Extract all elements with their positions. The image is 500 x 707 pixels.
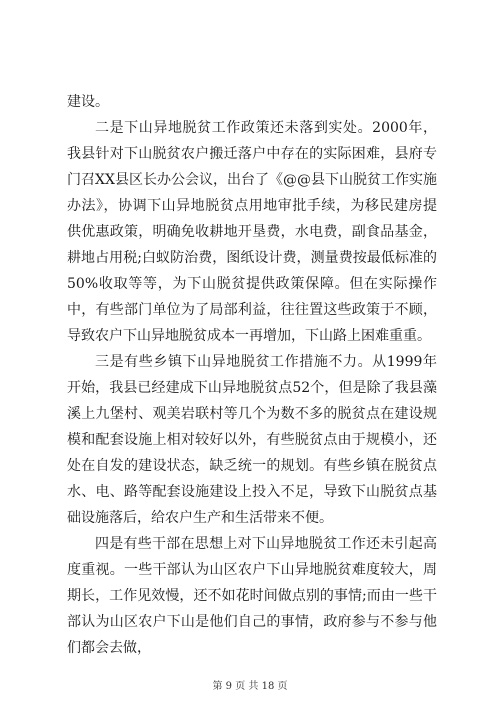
paragraph-continuation: 建设。 [67, 94, 109, 110]
page-footer: 第 9 页 共 18 页 [212, 681, 288, 692]
paragraph-township-measures: 三是有些乡镇下山异地脱贫工作措施不力。从1999年开始，我县已经建成下山异地脱贫点52个，但是除了我县藻溪上九堡村、观美岩联村等几个为数不多的脱贫点在建设规模和配套设施上相对较好以外，有些脱贫点由于规模小，还处在自发的建设状态，缺乏统一的规划。有些乡镇在脱贫点水、电、路等配套设施建设上投入不足，导致下山脱贫点基础设施落后，给农户生产和生活带来不便。 [67, 354, 437, 526]
paragraph-cadre-attitude: 四是有些干部在思想上对下山异地脱贫工作还未引起高度重视。一些干部认为山区农户下山异地脱贫难度较大，周期长，工作见效慢，还不如花时间做点别的事情;而由一些干部认为山区农户下山是他们自己的事情，政府参与不参与他们都会去做， [67, 536, 437, 656]
document-body [67, 89, 437, 661]
paragraph-policy-issue: 二是下山异地脱贫工作政策还未落到实处。2000年，我县针对下山脱贫农户搬迁落户中存在的实际困难，县府专门召XX县区长办公会议，出台了《@@县下山脱贫工作实施办法》，协调下山异地脱贫点用地审批手续，为移民建房提供优惠政策，明确免收耕地开垦费，水电费，副食品基金，耕地占用税;白蚁防治费，图纸设计费，测量费按最低标准的50%收取等等，为下山脱贫提供政策保障。但在实际操作中，有些部门单位为了局部利益，往往置这些政策于不顾，导致农户下山异地脱贫成本一再增加，下山路上困难重重。 [67, 120, 437, 344]
